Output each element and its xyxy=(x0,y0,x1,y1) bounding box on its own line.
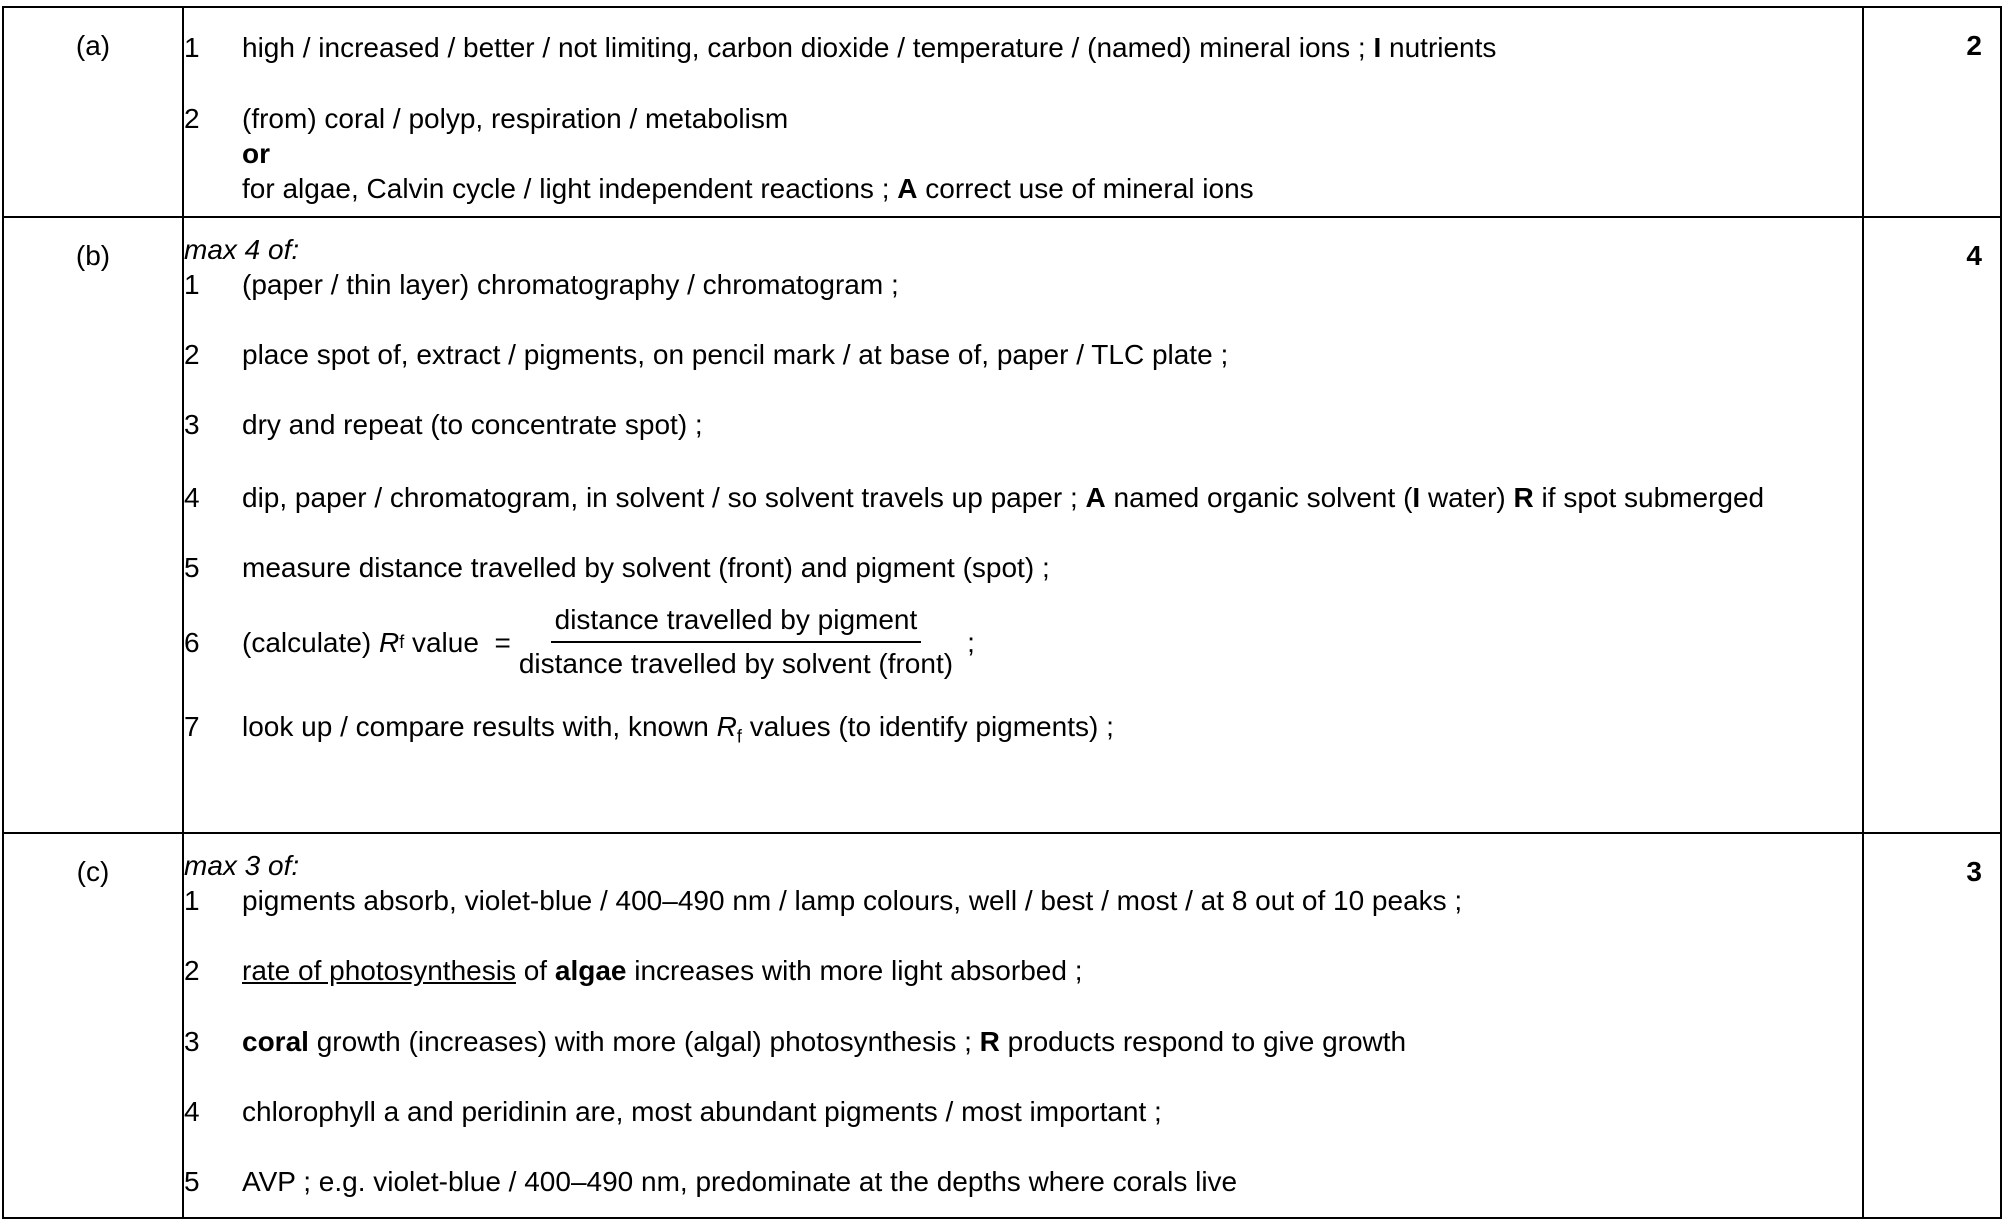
rf-subscript: f xyxy=(399,631,405,652)
rf-symbol: R xyxy=(378,626,400,658)
mark-point xyxy=(184,605,1862,679)
max-of-label: max 4 of: xyxy=(184,234,300,265)
part-label: (c) xyxy=(76,856,110,887)
mark-scheme-table xyxy=(2,6,2002,1219)
point-number: 6 xyxy=(184,626,200,658)
point-text: dip, paper / chromatogram, in solvent / so solvent travels up paper ; A named organic solvent (I water) R if spot submerged xyxy=(242,482,1765,513)
point-line: (from) coral / polyp, respiration / metabolism xyxy=(242,103,789,134)
point-number: 7 xyxy=(184,711,200,742)
mark-point xyxy=(184,709,1862,755)
rf-formula xyxy=(242,605,1862,679)
question-row-b xyxy=(3,217,2001,833)
point-text: measure distance travelled by solvent (front) and pigment (spot) ; xyxy=(242,552,1050,583)
max-of-label: max 3 of: xyxy=(184,850,300,881)
mark-point xyxy=(184,883,1862,918)
point-text: high / increased / better / not limiting, carbon dioxide / temperature / (named) mineral ions ; I nutrients xyxy=(242,32,1497,63)
marks-value: 4 xyxy=(1966,240,1982,271)
mark-point xyxy=(184,30,1862,65)
marks-cell xyxy=(1863,7,2001,217)
mark-point xyxy=(184,267,1862,302)
point-text: rate of photosynthesis of algae increases with more light absorbed ; xyxy=(242,955,1083,986)
point-number: 4 xyxy=(184,482,200,513)
mark-point xyxy=(184,407,1862,442)
question-row-c xyxy=(3,833,2001,1218)
point-text: (paper / thin layer) chromatography / chromatogram ; xyxy=(242,269,899,300)
point-text: coral growth (increases) with more (algal) photosynthesis ; R products respond to give growth xyxy=(242,1026,1407,1057)
part-label: (b) xyxy=(75,240,111,271)
point-text: look up / compare results with, known $R_f$ values (to identify pigments) ; xyxy=(242,711,1114,747)
point-number: 1 xyxy=(184,885,200,916)
point-number: 5 xyxy=(184,1166,200,1197)
mark-point xyxy=(184,337,1862,372)
fraction-denominator: distance travelled by solvent (front) xyxy=(518,648,954,679)
answer-cell xyxy=(183,217,1863,833)
marks-cell xyxy=(1863,833,2001,1218)
or-keyword: or xyxy=(242,138,270,169)
point-text: pigments absorb, violet-blue / 400–490 nm / lamp colours, well / best / most / at 8 out of 10 peaks ; xyxy=(242,885,1463,916)
formula-prefix: (calculate) xyxy=(242,626,372,658)
mark-point xyxy=(184,550,1862,585)
point-text: place spot of, extract / pigments, on pencil mark / at base of, paper / TLC plate ; xyxy=(242,339,1229,370)
fraction xyxy=(515,605,957,679)
part-label-cell xyxy=(3,833,183,1218)
mark-point xyxy=(184,953,1862,988)
mark-point xyxy=(184,1024,1862,1059)
point-number: 2 xyxy=(184,955,200,986)
point-number: 2 xyxy=(184,339,200,370)
point-number: 5 xyxy=(184,552,200,583)
point-text xyxy=(242,101,1862,206)
mark-point xyxy=(184,101,1862,206)
point-text: dry and repeat (to concentrate spot) ; xyxy=(242,409,703,440)
point-number: 3 xyxy=(184,409,200,440)
mark-point xyxy=(184,1094,1862,1129)
point-number: 1 xyxy=(184,32,200,63)
question-row-a xyxy=(3,7,2001,217)
formula-suffix: ; xyxy=(967,626,975,658)
marks-value: 2 xyxy=(1966,30,1982,61)
answer-cell xyxy=(183,7,1863,217)
mark-point xyxy=(184,1164,1862,1199)
fraction-numerator: distance travelled by pigment xyxy=(551,605,922,643)
answer-cell xyxy=(183,833,1863,1218)
point-number: 2 xyxy=(184,103,200,134)
formula-equals: value = xyxy=(404,626,511,658)
point-text: AVP ; e.g. violet-blue / 400–490 nm, predominate at the depths where corals live xyxy=(242,1166,1238,1197)
marks-value: 3 xyxy=(1966,856,1982,887)
part-label-cell xyxy=(3,7,183,217)
point-number: 3 xyxy=(184,1026,200,1057)
mark-point xyxy=(184,480,1862,515)
part-label: (a) xyxy=(75,30,111,61)
marks-cell xyxy=(1863,217,2001,833)
point-line: for algae, Calvin cycle / light independent reactions ; A correct use of mineral ions xyxy=(242,173,1254,204)
point-text: chlorophyll a and peridinin are, most abundant pigments / most important ; xyxy=(242,1096,1162,1127)
point-number: 4 xyxy=(184,1096,200,1127)
part-label-cell xyxy=(3,217,183,833)
point-number: 1 xyxy=(184,269,200,300)
